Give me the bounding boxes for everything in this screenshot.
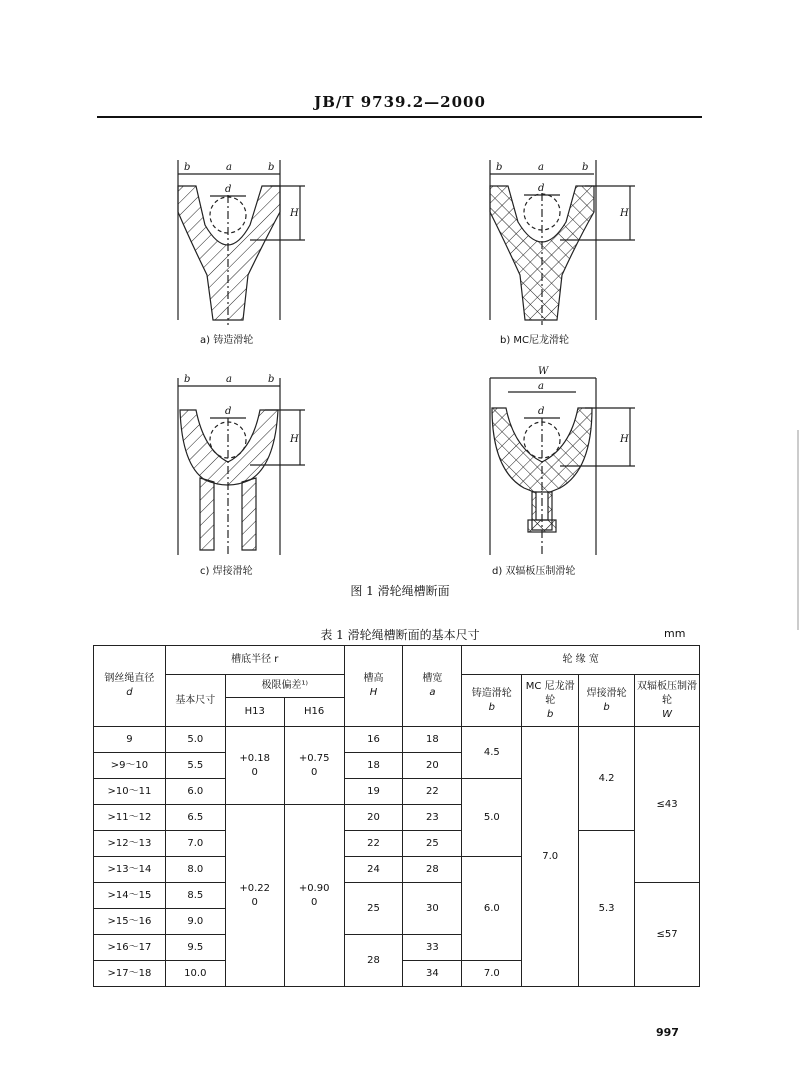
- cell-a: 23: [403, 805, 462, 831]
- cell-r: 9.0: [165, 909, 225, 935]
- label-c-b1: b: [184, 374, 191, 385]
- dimensions-table: [93, 645, 700, 987]
- cell-d: >10～11: [94, 779, 166, 805]
- cell-r: 8.5: [165, 883, 225, 909]
- th-rim-width: 轮 缘 宽: [462, 646, 700, 675]
- cell-d: >9～10: [94, 753, 166, 779]
- label-a-b1: b: [184, 162, 191, 173]
- cell-H: 16: [344, 727, 403, 753]
- cell-r: 6.0: [165, 779, 225, 805]
- cell-a: 20: [403, 753, 462, 779]
- label-c-a: a: [226, 374, 232, 385]
- th-groove-height: 槽高 H: [344, 646, 403, 727]
- caption-a: a) 铸造滑轮: [200, 335, 254, 346]
- cell-d: >15～16: [94, 909, 166, 935]
- label-a-b2: b: [268, 162, 275, 173]
- cell-h13: +0.22 0: [225, 805, 284, 987]
- cell-h16: +0.90 0: [284, 805, 344, 987]
- table-row: [94, 831, 700, 857]
- figure-b-mc-nylon-sheave: [490, 160, 635, 325]
- figure-a-cast-sheave: [178, 160, 305, 325]
- th-mc: MC 尼龙滑轮 b: [522, 675, 579, 727]
- label-a-d: d: [225, 184, 232, 195]
- cell-d: >13～14: [94, 857, 166, 883]
- cell-d: >14～15: [94, 883, 166, 909]
- cell-welded-b: 4.2: [579, 727, 635, 831]
- label-b-a: a: [538, 162, 544, 173]
- th-rope-diameter: 钢丝绳直径 d: [94, 646, 166, 727]
- cell-a: 22: [403, 779, 462, 805]
- figure-title: 图 1 滑轮绳槽断面: [350, 584, 450, 598]
- cell-a: 33: [403, 935, 462, 961]
- cell-cast-b: 5.0: [462, 779, 522, 857]
- figure-d-pressed-sheave: [490, 378, 635, 555]
- label-b-H: H: [620, 208, 629, 219]
- page-header: JB/T 9739.2—2000: [314, 93, 486, 111]
- cell-h13: +0.18 0: [225, 727, 284, 805]
- cell-h16: +0.75 0: [284, 727, 344, 805]
- label-d-a: a: [538, 381, 544, 392]
- cell-H: 25: [344, 883, 403, 935]
- cell-cast-b: 6.0: [462, 857, 522, 961]
- cell-d: 9: [94, 727, 166, 753]
- th-welded: 焊接滑轮 b: [579, 675, 635, 727]
- cell-H: 22: [344, 831, 403, 857]
- label-a-a: a: [226, 162, 232, 173]
- th-limit-dev: 极限偏差¹⁾: [225, 675, 344, 698]
- cell-a: 28: [403, 857, 462, 883]
- cell-r: 10.0: [165, 961, 225, 987]
- label-a-H: H: [290, 208, 299, 219]
- cell-cast-b: 7.0: [462, 961, 522, 987]
- label-d-W: W: [538, 366, 549, 377]
- cell-cast-b: 4.5: [462, 727, 522, 779]
- label-c-d: d: [225, 406, 232, 417]
- cell-a: 18: [403, 727, 462, 753]
- caption-b: b) MC尼龙滑轮: [500, 335, 570, 346]
- th-pressed: 双辐板压制滑轮 W: [635, 675, 700, 727]
- cell-mc-b: 7.0: [522, 727, 579, 987]
- cell-d: >12～13: [94, 831, 166, 857]
- cell-a: 34: [403, 961, 462, 987]
- table-unit: mm: [664, 627, 686, 640]
- cell-H: 19: [344, 779, 403, 805]
- cell-pressed-w: ≤43: [635, 727, 700, 883]
- label-c-H: H: [290, 434, 299, 445]
- cell-r: 8.0: [165, 857, 225, 883]
- cell-a: 25: [403, 831, 462, 857]
- cell-welded-b: 5.3: [579, 831, 635, 987]
- cell-pressed-w: ≤57: [635, 883, 700, 987]
- figure-c-welded-sheave: [178, 378, 305, 555]
- label-c-b2: b: [268, 374, 275, 385]
- label-b-b1: b: [496, 162, 503, 173]
- table-title: 表 1 滑轮绳槽断面的基本尺寸: [320, 628, 480, 642]
- label-d-d: d: [538, 406, 545, 417]
- cell-r: 5.5: [165, 753, 225, 779]
- th-h13: H13: [225, 698, 284, 727]
- caption-c: c) 焊接滑轮: [200, 566, 253, 577]
- cell-d: >17～18: [94, 961, 166, 987]
- cell-a: 30: [403, 883, 462, 935]
- th-h16: H16: [284, 698, 344, 727]
- cell-r: 6.5: [165, 805, 225, 831]
- label-d-H: H: [620, 434, 629, 445]
- page-number: 997: [656, 1026, 679, 1039]
- cell-r: 5.0: [165, 727, 225, 753]
- cell-d: >16～17: [94, 935, 166, 961]
- caption-d: d) 双辐板压制滑轮: [492, 566, 576, 577]
- label-b-d: d: [538, 183, 545, 194]
- th-groove-width: 槽宽 a: [403, 646, 462, 727]
- cell-r: 7.0: [165, 831, 225, 857]
- th-basic-size: 基本尺寸: [165, 675, 225, 727]
- cell-d: >11～12: [94, 805, 166, 831]
- cell-H: 28: [344, 935, 403, 987]
- table-row: [94, 727, 700, 753]
- cell-r: 9.5: [165, 935, 225, 961]
- label-b-b2: b: [582, 162, 589, 173]
- cell-H: 18: [344, 753, 403, 779]
- th-groove-radius: 槽底半径 r: [165, 646, 344, 675]
- cell-H: 20: [344, 805, 403, 831]
- cell-H: 24: [344, 857, 403, 883]
- th-cast: 铸造滑轮 b: [462, 675, 522, 727]
- scan-edge: [797, 430, 799, 630]
